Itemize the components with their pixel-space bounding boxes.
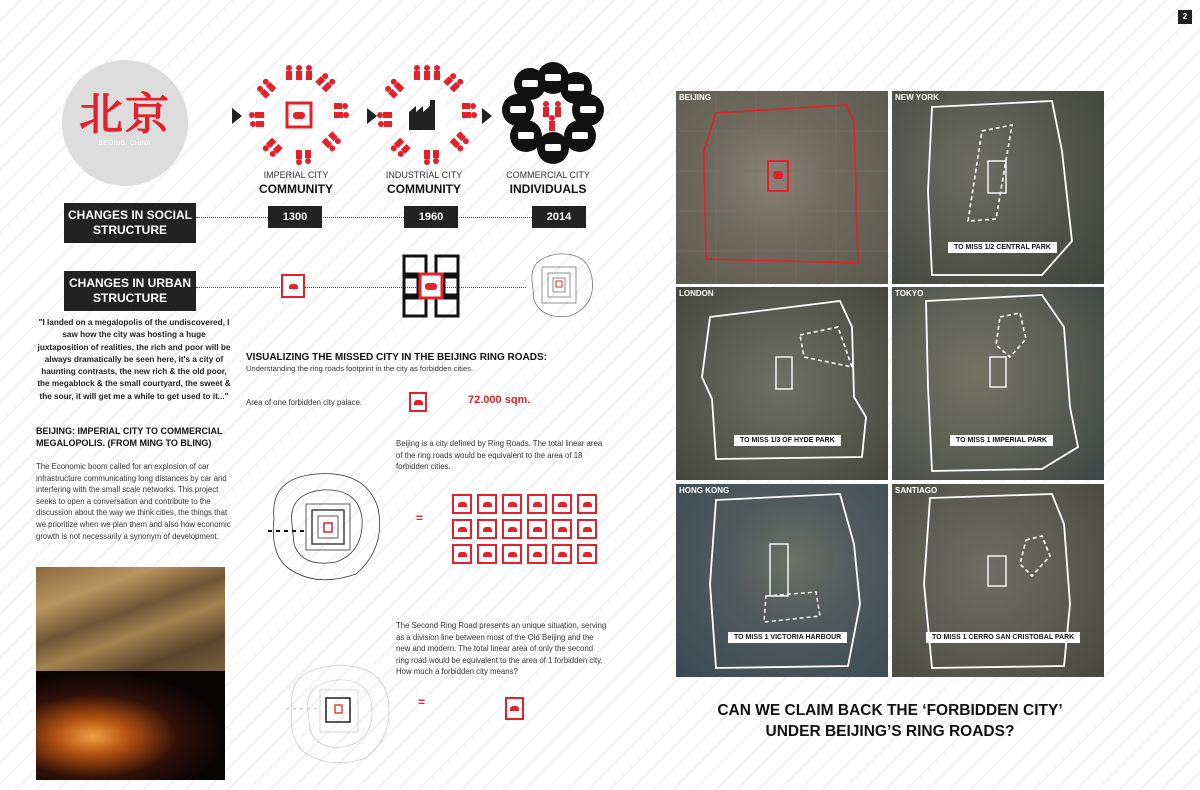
forbidden-city-icon [552, 494, 572, 514]
visualizing-title: VISUALIZING THE MISSED CITY IN THE BEIJING RING ROADS: [246, 352, 547, 363]
forbidden-city-icon [502, 494, 522, 514]
quote-text: "I landed on a megalopolis of the undiscovered, I saw how the city was hosting a huge juxtaposition of realities, the rich and poor will be always dramatically be seen here, it's a city of haunting contrasts, the new rich & the old poor, the megablock & the small courtyard, the sweet & the sour, it will get me a while to get used to it..." [37, 318, 231, 401]
forbidden-city-icon [452, 519, 472, 539]
label-line: STRUCTURE [93, 223, 167, 237]
ring-roads-map-diagram [266, 468, 386, 588]
area-value: 72.000 sqm. [468, 394, 531, 406]
urban-structure-label [64, 271, 196, 311]
map-city-label: NEW YORK [895, 93, 939, 102]
heading-line: MEGALOPOLIS. (FROM MING TO BLING) [36, 438, 212, 448]
map-beijing [676, 91, 888, 284]
map-caption: TO MISS 1 CERRO SAN CRISTOBAL PARK [926, 632, 1080, 643]
logo-characters: 北京 [79, 89, 171, 140]
arrow-icon [232, 108, 242, 124]
forbidden-city-icon [452, 494, 472, 514]
map-caption: TO MISS 1 IMPERIAL PARK [950, 435, 1053, 446]
timeline-dotted-line [196, 217, 586, 218]
logo-subtitle: BEIJING, CHINA [98, 141, 152, 147]
era-label-small: COMMERCIAL CITY [506, 170, 590, 180]
era-label-big: INDIVIDUALS [509, 182, 587, 196]
social-structure-label [64, 203, 196, 243]
industrial-community-icon [372, 60, 482, 170]
era-label-small: INDUSTRIAL CITY [385, 170, 463, 180]
heading-line: BEIJING: IMPERIAL CITY TO COMMERCIAL [36, 426, 223, 436]
second-ring-diagram [284, 660, 394, 770]
closing-question [676, 700, 1104, 742]
santiago-ring-overlay [892, 484, 1104, 677]
year-box: 1300 [268, 206, 322, 228]
forbidden-city-icon [527, 544, 547, 564]
forbidden-city-icon [502, 519, 522, 539]
forbidden-city-icon [477, 519, 497, 539]
map-santiago [892, 484, 1104, 677]
forbidden-city-icon [527, 519, 547, 539]
era-label-big: COMMUNITY [387, 182, 461, 196]
closing-line: UNDER BEIJING’S RING ROADS? [765, 723, 1015, 740]
map-city-label: LONDON [679, 289, 714, 298]
ring-roads-paragraph: Beijing is a city defined by Ring Roads. The total linear area of the ring roads would be equivalent to the area of 18 forbidden cities. [396, 439, 603, 472]
section-body: The Economic boom called for an explosion of car infrastructure communicating long distances by car and interfering with the small scale networks. This project seeks to open a conversation and contribute to the discussion about the way we think cities, the things that we prioritize when we plan them and also how economic growth is not necessarily a synonym of development. [36, 462, 231, 541]
london-ring-overlay [676, 287, 888, 480]
beijing-ring-overlay [676, 91, 888, 284]
map-city-label: SANTIAGO [895, 486, 938, 495]
equals-sign: = [418, 695, 426, 709]
forbidden-city-icon [477, 544, 497, 564]
era-label-big: COMMUNITY [259, 182, 333, 196]
forbidden-city-icon [577, 544, 597, 564]
page-number: 2 [1178, 10, 1192, 24]
forbidden-city-icon [577, 494, 597, 514]
section-heading [36, 425, 236, 449]
urban-dotted-line [196, 287, 526, 288]
map-city-label: HONG KONG [679, 486, 730, 495]
equals-sign: = [416, 511, 424, 525]
forbidden-city-icon [502, 544, 522, 564]
imperial-community-icon [244, 60, 354, 170]
map-caption: TO MISS 1 VICTORIA HARBOUR [728, 632, 847, 643]
forbidden-city-icon [552, 519, 572, 539]
forbidden-city-icon [281, 274, 305, 298]
map-new-york [892, 91, 1104, 284]
map-caption: TO MISS 1/2 CENTRAL PARK [948, 242, 1057, 253]
map-city-label: TOKYO [895, 289, 924, 298]
label-line: CHANGES IN URBAN [68, 276, 191, 290]
forbidden-city-photo [36, 567, 225, 671]
forbidden-city-grid [452, 494, 600, 564]
label-line: STRUCTURE [93, 291, 167, 305]
commercial-individuals-icon [496, 60, 611, 170]
hong-kong-ring-overlay [676, 484, 888, 677]
tokyo-ring-overlay [892, 287, 1104, 480]
second-ring-paragraph: The Second Ring Road presents an unique situation, serving as a division line between most of the Old Beijing and the new and modern. The total linear area of only the second ring road would be equivalent to the area of 1 forbidden city. How much a forbidden city means? [396, 621, 607, 677]
arrow-icon [482, 108, 492, 124]
forbidden-city-icon [477, 494, 497, 514]
map-caption: TO MISS 1/3 OF HYDE PARK [734, 435, 841, 446]
new-york-ring-overlay [892, 91, 1104, 284]
map-city-label: BEIJING [679, 93, 712, 102]
year-box: 1960 [404, 206, 458, 228]
forbidden-city-icon [552, 544, 572, 564]
forbidden-city-icon [527, 494, 547, 514]
map-hong-kong [676, 484, 888, 677]
closing-line: CAN WE CLAIM BACK THE ‘FORBIDDEN CITY’ [717, 702, 1063, 719]
forbidden-city-icon [452, 544, 472, 564]
forbidden-city-icon [577, 519, 597, 539]
visualizing-subtitle: Understanding the ring roads footprint in the city as forbidden cities. [246, 364, 474, 373]
map-london [676, 287, 888, 480]
year-box: 2014 [532, 206, 586, 228]
ring-roads-icon [522, 250, 598, 322]
area-label: Area of one forbidden city palace. [246, 398, 363, 407]
night-traffic-photo [36, 671, 225, 780]
forbidden-city-icon [505, 697, 524, 720]
forbidden-city-icon [409, 392, 427, 412]
industrial-grid-icon [402, 254, 460, 318]
map-tokyo [892, 287, 1104, 480]
label-line: CHANGES IN SOCIAL [67, 208, 192, 222]
era-label-small: IMPERIAL CITY [263, 170, 329, 180]
